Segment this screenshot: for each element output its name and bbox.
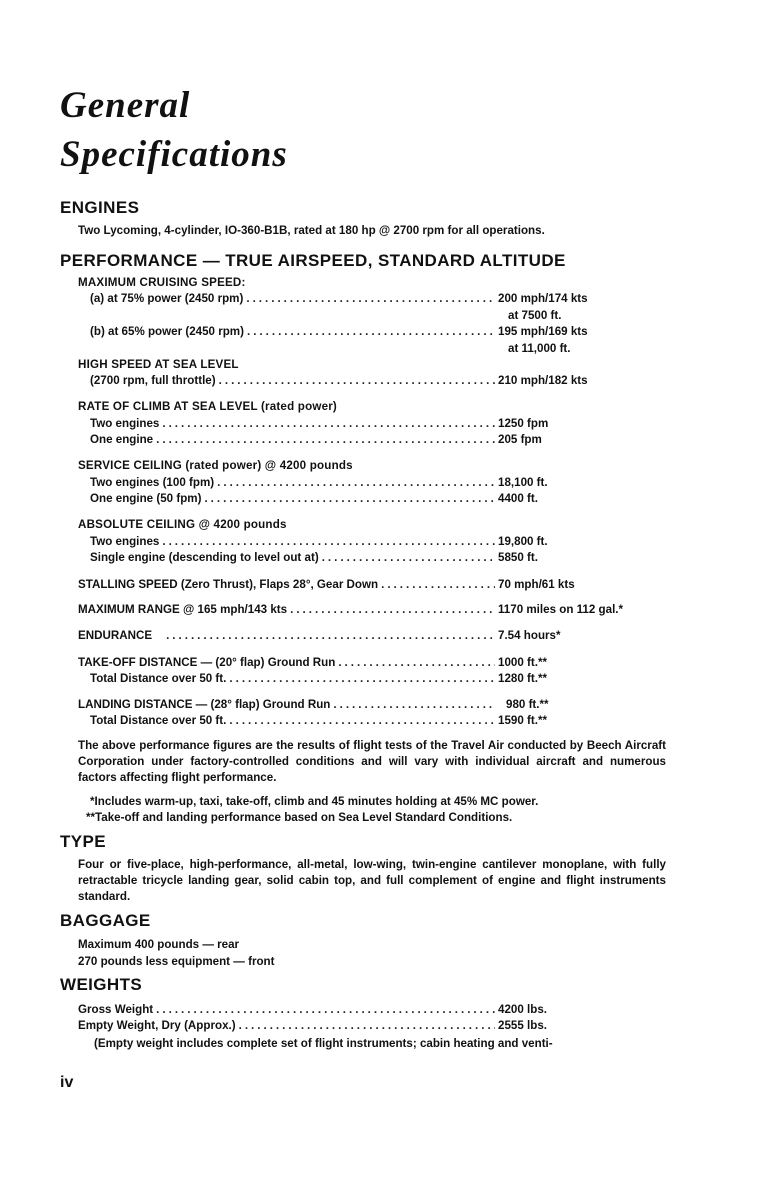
spec-value: 70 mph/61 kts xyxy=(498,578,575,591)
engines-heading: ENGINES xyxy=(60,198,140,217)
spec-value: 1280 ft.** xyxy=(498,672,547,685)
spec-row xyxy=(90,535,610,548)
leader-dots xyxy=(338,656,495,669)
spec-label: Gross Weight xyxy=(78,1003,154,1016)
leader-dots xyxy=(219,374,495,387)
spec-value: 205 fpm xyxy=(498,433,542,446)
spec-label: Empty Weight, Dry (Approx.) xyxy=(78,1019,236,1032)
spec-label: TAKE-OFF DISTANCE — (20° flap) Ground Run xyxy=(78,656,336,669)
type-text: Four or five-place, high-performance, all-metal, low-wing, twin-engine cantilever monoplane, with fully retractable tricycle landing gear, solid cabin top, and full complement of engine and flight instruments standard. xyxy=(78,858,666,903)
stalling-speed-row xyxy=(78,578,610,591)
spec-value: 200 mph/174 kts xyxy=(498,292,588,305)
engines-text: Two Lycoming, 4-cylinder, IO-360-B1B, rated at 180 hp @ 2700 rpm for all operations. xyxy=(78,224,545,237)
spec-row xyxy=(90,292,610,305)
type-heading: TYPE xyxy=(60,832,107,851)
spec-label: Total Distance over 50 ft. xyxy=(90,714,227,727)
spec-value: 4200 lbs. xyxy=(498,1003,547,1016)
baggage-heading: BAGGAGE xyxy=(60,911,151,930)
spec-row xyxy=(90,551,610,564)
spec-label: Two engines xyxy=(90,535,160,548)
weights-note: (Empty weight includes complete set of flight instruments; cabin heating and venti- xyxy=(94,1037,553,1050)
spec-label: One engine (50 fpm) xyxy=(90,492,202,505)
spec-value: 5850 ft. xyxy=(498,551,538,564)
landing-row xyxy=(78,698,610,711)
spec-label: MAXIMUM RANGE @ 165 mph/143 kts xyxy=(78,603,288,616)
spec-label: (b) at 65% power (2450 rpm) xyxy=(90,325,244,338)
performance-heading: PERFORMANCE — TRUE AIRSPEED, STANDARD ALTITUDE xyxy=(60,251,566,270)
spec-value: 2555 lbs. xyxy=(498,1019,547,1032)
weights-heading: WEIGHTS xyxy=(60,975,143,994)
absolute-ceiling-label: ABSOLUTE CEILING @ 4200 pounds xyxy=(78,518,287,531)
baggage-line-1: Maximum 400 pounds — rear xyxy=(78,938,240,951)
spec-label: (a) at 75% power (2450 rpm) xyxy=(90,292,244,305)
leader-dots xyxy=(247,325,495,338)
spec-value: 7.54 hours* xyxy=(498,629,561,642)
spec-value: 1590 ft.** xyxy=(498,714,547,727)
leader-dots xyxy=(290,603,495,616)
leader-dots xyxy=(156,433,495,446)
takeoff-total-row xyxy=(90,672,610,685)
spec-note: at 11,000 ft. xyxy=(508,342,571,355)
spec-label: Total Distance over 50 ft. xyxy=(90,672,227,685)
spec-label: Two engines xyxy=(90,417,160,430)
page-title-line2: Specifications xyxy=(60,134,288,175)
spec-value: 4400 ft. xyxy=(498,492,538,505)
spec-label: LANDING DISTANCE — (28° flap) Ground Run xyxy=(78,698,331,711)
page-title-line1: General xyxy=(60,85,191,126)
takeoff-row xyxy=(78,656,610,669)
leader-dots xyxy=(229,672,495,685)
spec-label: Two engines (100 fpm) xyxy=(90,476,215,489)
leader-dots xyxy=(162,417,495,430)
leader-dots xyxy=(239,1019,495,1032)
spec-note: at 7500 ft. xyxy=(508,309,562,322)
max-cruise-label: MAXIMUM CRUISING SPEED: xyxy=(78,276,246,289)
page-number: iv xyxy=(60,1074,74,1091)
spec-row xyxy=(90,492,610,505)
leader-dots xyxy=(322,551,495,564)
spec-row xyxy=(90,374,610,387)
spec-label: STALLING SPEED (Zero Thrust), Flaps 28°, Gear Down xyxy=(78,578,379,591)
spec-value: 980 ft.** xyxy=(506,698,549,711)
spec-label: One engine xyxy=(90,433,154,446)
landing-total-row xyxy=(90,714,610,727)
footnote-1: *Includes warm-up, taxi, take-off, climb and 45 minutes holding at 45% MC power. xyxy=(90,795,539,808)
spec-row xyxy=(90,325,610,338)
spec-row xyxy=(78,1019,610,1032)
footnote-2: **Take-off and landing performance based on Sea Level Standard Conditions. xyxy=(86,811,513,824)
spec-value: 1250 fpm xyxy=(498,417,549,430)
spec-value: 195 mph/169 kts xyxy=(498,325,588,338)
service-ceiling-label: SERVICE CEILING (rated power) @ 4200 pounds xyxy=(78,459,353,472)
spec-label: Single engine (descending to level out at) xyxy=(90,551,319,564)
endurance-row xyxy=(78,629,610,642)
spec-value: 19,800 ft. xyxy=(498,535,548,548)
spec-value: 1000 ft.** xyxy=(498,656,547,669)
high-speed-label: HIGH SPEED AT SEA LEVEL xyxy=(78,358,239,371)
performance-paragraph: The above performance figures are the results of flight tests of the Travel Air conducted by Beech Aircraft Corporation under factory-controlled conditions and will vary with individual aircraft and numerous factors affecting flight performance. xyxy=(78,739,666,784)
spec-label: (2700 rpm, full throttle) xyxy=(90,374,216,387)
leader-dots xyxy=(166,629,495,642)
baggage-line-2: 270 pounds less equipment — front xyxy=(78,955,275,968)
leader-dots xyxy=(162,535,495,548)
spec-value: 210 mph/182 kts xyxy=(498,374,588,387)
leader-dots xyxy=(381,578,495,591)
spec-row xyxy=(90,433,610,446)
spec-value: 18,100 ft. xyxy=(498,476,548,489)
leader-dots xyxy=(217,476,495,489)
rate-of-climb-label: RATE OF CLIMB AT SEA LEVEL (rated power) xyxy=(78,400,337,413)
leader-dots xyxy=(229,714,495,727)
spec-row xyxy=(78,1003,610,1016)
leader-dots xyxy=(333,698,495,711)
leader-dots xyxy=(156,1003,495,1016)
spec-value: 1170 miles on 112 gal.* xyxy=(498,603,624,616)
spec-label: ENDURANCE xyxy=(78,629,153,642)
spec-row xyxy=(90,476,610,489)
spec-row xyxy=(90,417,610,430)
max-range-row xyxy=(78,603,672,616)
leader-dots xyxy=(204,492,495,505)
leader-dots xyxy=(246,292,495,305)
